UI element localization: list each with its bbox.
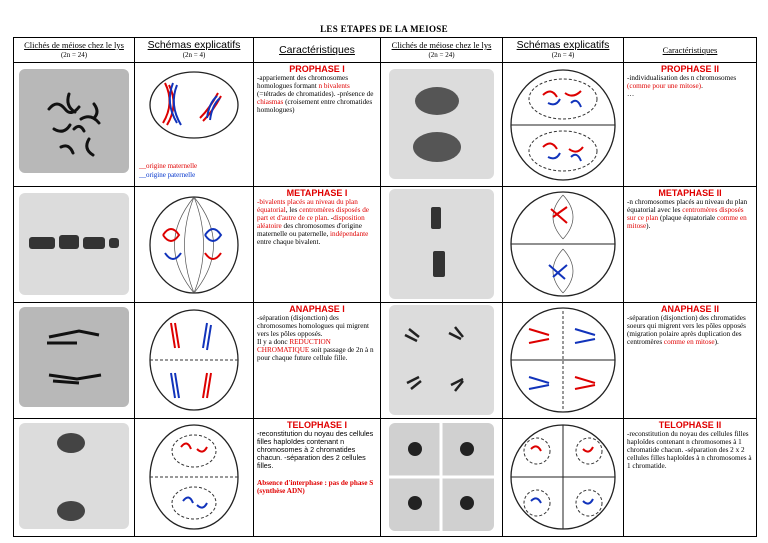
diagram-telophase-1 (135, 419, 254, 536)
diagram-prophase-2 (503, 63, 624, 186)
legend (139, 162, 197, 180)
diagram-telophase-2 (503, 419, 624, 536)
phase-title: TELOPHASE II (658, 420, 722, 430)
header-cliches-2: Clichés de méiose chez le lys (2n = 24) (381, 38, 503, 63)
phase-title: METAPHASE I (286, 188, 348, 198)
diagram-metaphase-1 (135, 187, 254, 302)
micrograph-prophase-1 (19, 69, 129, 173)
micrograph-metaphase-1 (19, 193, 129, 295)
legend-paternal: __origine paternelle (139, 171, 196, 179)
diagram-anaphase-1 (135, 303, 254, 418)
micrograph-anaphase-2 (389, 305, 494, 415)
phase-title: ANAPHASE II (660, 304, 719, 314)
phase-title: PROPHASE I (289, 64, 345, 74)
diagram-metaphase-2 (503, 187, 624, 302)
phase-title: METAPHASE II (658, 188, 722, 198)
header-caracteristiques-2: Caractéristiques (624, 38, 757, 63)
phase-title: TELOPHASE I (286, 420, 347, 430)
header-row (14, 38, 757, 63)
diagram-anaphase-2 (503, 303, 624, 418)
micrograph-metaphase-2 (389, 189, 494, 299)
table-row: __origine maternelle __origine paternelle PROPHASE I -appariement des chromosomes homologues formant n bivalents (=tétrades de chromatides). -présence de chiasmas (croisement entre chromatides homologues) PROPHASE II -individualisation des n chromosomes (comme pour une mitose). … (14, 63, 757, 187)
micrograph-telophase-2 (389, 423, 494, 531)
header-cliches-1: Clichés de méiose chez le lys (2n = 24) (14, 38, 135, 63)
micrograph-anaphase-1 (19, 307, 129, 407)
page-title: LES ETAPES DE LA MEIOSE (320, 24, 448, 34)
table-row: TELOPHASE I -reconstitution du noyau des cellules filles haploïdes contenant n chromosomes à 2 chromatides chacun. -séparation des 2 cellules filles. Absence d'interphase : pas de phase S (synthèse ADN) TELOPHASE II -reconstitution du noyau des cellules filles haploïdes contenant n chromosomes à 1 chromatide chacun. -séparation des 2 x 2 cellules filles haploïdes à n chromosomes à 1 chromatide. (14, 419, 757, 537)
phase-title: ANAPHASE I (289, 304, 345, 314)
table-row: METAPHASE I -bivalents placés au niveau du plan équatorial, les centromères disposés de part et d'autre de ce plan. -disposition aléatoire des chromosomes d'origine maternelle ou paternelle, indépendante entre chaque bivalent. METAPHASE II -n chromosomes placés au niveau du plan équatorial avec les centromères disposés sur ce plan (plaque équatoriale comme en mitose). (14, 187, 757, 303)
header-caracteristiques-1: Caractéristiques (254, 38, 381, 63)
meiosis-table (13, 37, 757, 537)
header-schemas-1: Schémas explicatifs (2n = 4) (135, 38, 254, 63)
header-schemas-2: Schémas explicatifs (2n = 4) (503, 38, 624, 63)
phase-title: PROPHASE II (660, 64, 719, 74)
table-row: ANAPHASE I -séparation (disjonction) des chromosomes homologues qui migrent vers les pôles opposés. Il y a donc REDUCTION CHROMATIQUE soit passage de 2n à n pour chaque future cellule fille. ANAPHASE II -séparation (disjonction) des chromatides soeurs qui migrent vers les pôles opposés (migration polaire après duplication des centromères comme en mitose). (14, 303, 757, 419)
micrograph-telophase-1 (19, 423, 129, 529)
micrograph-prophase-2 (389, 69, 494, 179)
legend-maternal: __origine maternelle (139, 162, 198, 170)
